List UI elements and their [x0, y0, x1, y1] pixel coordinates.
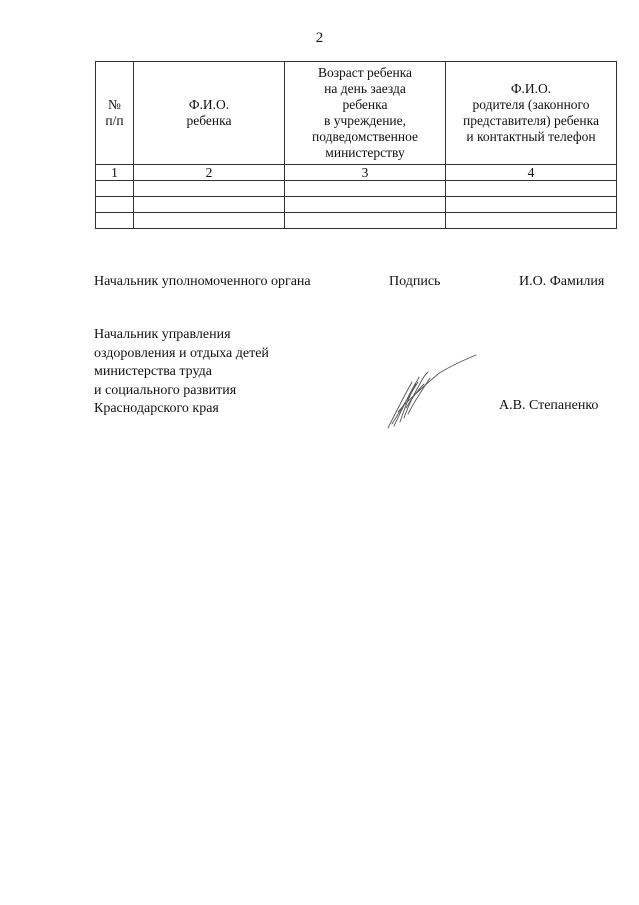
table-row — [96, 181, 617, 197]
signature-label: Подпись — [389, 274, 441, 289]
empty-cell — [96, 197, 134, 213]
column-number: 2 — [134, 165, 285, 181]
empty-cell — [96, 213, 134, 229]
name-placeholder: И.О. Фамилия — [519, 274, 605, 289]
empty-cell — [134, 181, 285, 197]
empty-cell — [96, 181, 134, 197]
children-registry-table — [95, 61, 617, 229]
empty-cell — [285, 181, 446, 197]
handwritten-signature — [378, 352, 483, 432]
column-number: 1 — [96, 165, 134, 181]
empty-cell — [285, 197, 446, 213]
table-row — [96, 213, 617, 229]
approver-position: Начальник управления оздоровления и отдыха детей министерства труда и социального развития Краснодарского края — [94, 327, 269, 417]
empty-cell — [446, 197, 617, 213]
empty-cell — [446, 213, 617, 229]
header-child-name: Ф.И.О. ребенка — [134, 62, 285, 165]
header-child-age: Возраст ребенка на день заезда ребенка в учреждение, подведомственное министерству — [285, 62, 446, 165]
column-number: 3 — [285, 165, 446, 181]
official-title: Начальник уполномоченного органа — [94, 274, 311, 289]
approver-name: А.В. Степаненко — [499, 398, 599, 413]
header-parent-contact: Ф.И.О. родителя (законного представителя) ребенка и контактный телефон — [446, 62, 617, 165]
header-row-number: № п/п — [96, 62, 134, 165]
table-row — [96, 197, 617, 213]
table-header-row — [96, 62, 617, 165]
page-number: 2 — [315, 30, 324, 46]
empty-cell — [446, 181, 617, 197]
empty-cell — [134, 197, 285, 213]
empty-cell — [134, 213, 285, 229]
column-numbering-row — [96, 165, 617, 181]
column-number: 4 — [446, 165, 617, 181]
empty-cell — [285, 213, 446, 229]
